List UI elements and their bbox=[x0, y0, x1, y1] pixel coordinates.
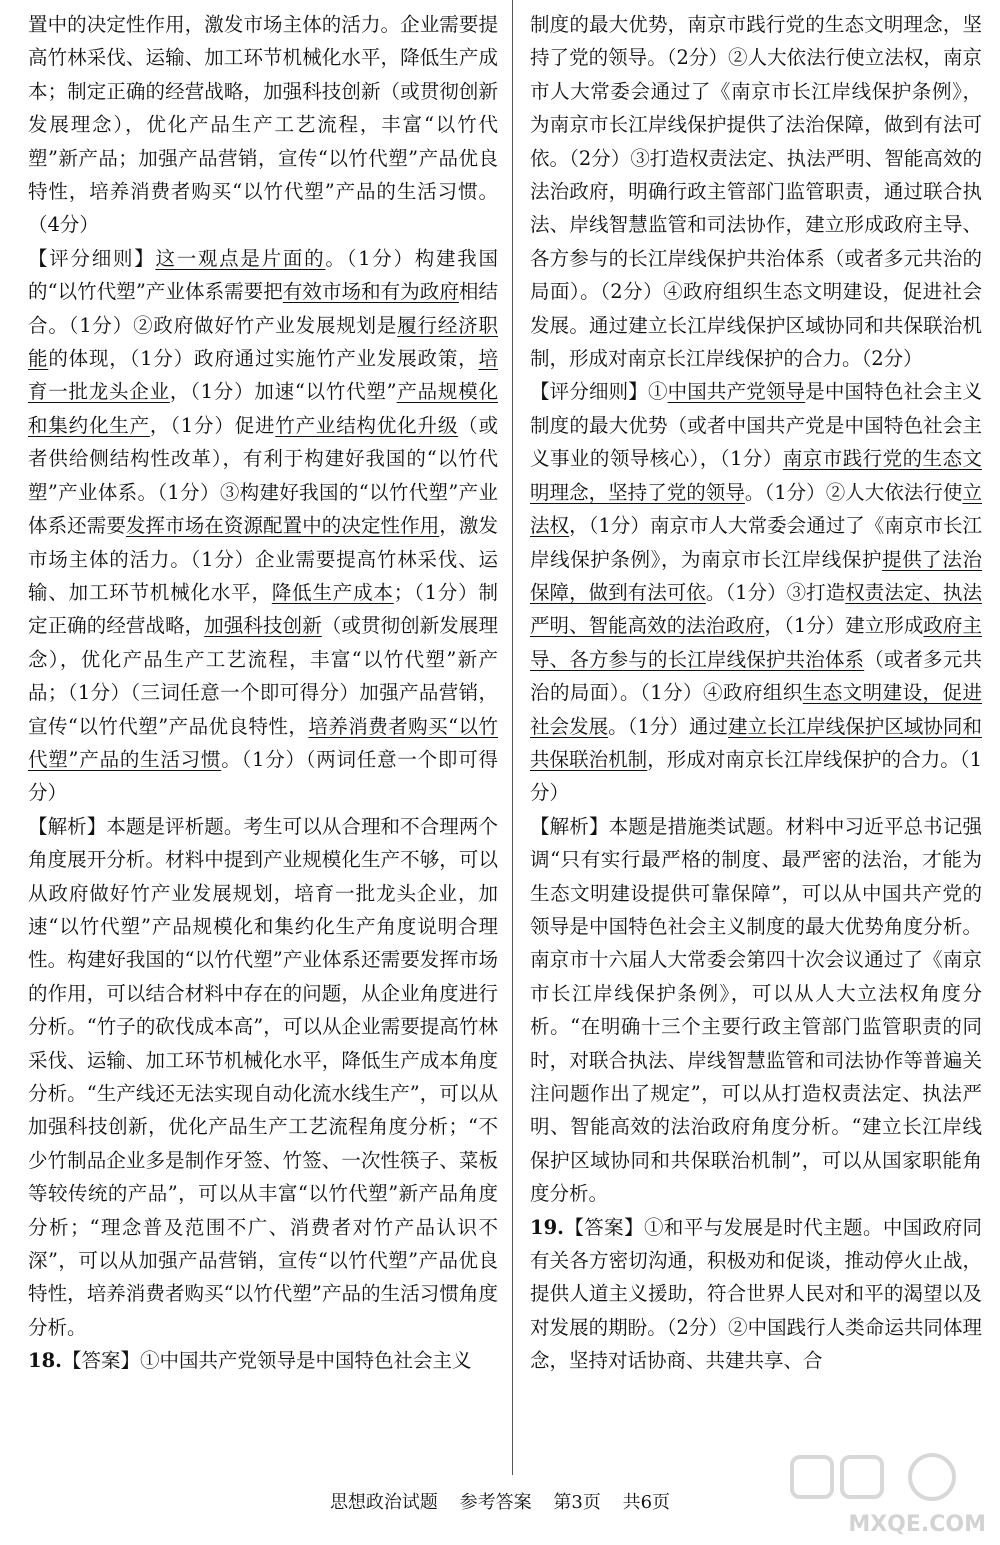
footer-page-number: 第3页 bbox=[553, 1492, 601, 1513]
footer-subject: 思想政治试题 bbox=[329, 1492, 438, 1513]
q17-answer-continuation: 置中的决定性作用，激发市场主体的活力。企业需要提高竹林采伐、运输、加工环节机械化水平，降低生产成本；制定正确的经营战略，加强科技创新（或贯彻创新发展理念），优化产品生产工艺流程，丰富“以竹代塑”新产品；加强产品营销，宣传“以竹代塑”产品优良特性，培养消费者购买“以竹代塑”产品的生活习惯。（4分） bbox=[28, 13, 498, 237]
rule-text: 。（1分）（两词任意一个即可得分） bbox=[28, 747, 498, 805]
q18-scoring-rules bbox=[530, 375, 982, 809]
q18-analysis: 【解析】本题是措施类试题。材料中习近平总书记强调“只有实行最严格的制度、最严密的法治，才能为生态文明建设提供可靠保障”，可以从中国共产党的领导是中国特色社会主义制度的最大优势角度分析。南京市十六届人大常委会第四十次会议通过了《南京市长江岸线保护条例》，可以从人大立法权角度分析。“在明确十三个主要行政主管部门监管职责的同时，对联合执法、岸线智慧监管和司法协作等普遍关注问题作出了规定”，可以从打造权责法定、执法严明、智能高效的法治政府角度分析。“建立长江岸线保护区域协同和共保联治机制”，可以从国家职能角度分析。 bbox=[530, 814, 982, 1206]
question-number: 19. bbox=[530, 1215, 564, 1239]
rule-text: ，（1分）加速“以竹代塑” bbox=[169, 380, 397, 404]
key-phrase: 降低生产成本 bbox=[271, 580, 394, 604]
watermark-logo bbox=[782, 1449, 992, 1539]
rule-text: ，（1分）建立形成 bbox=[764, 614, 924, 638]
footer-total-pages: 共6页 bbox=[622, 1492, 671, 1513]
watermark-text: MXQE.COM bbox=[848, 1512, 986, 1537]
rule-text: 相结合。（1分）②政府做好竹产业发展规划是 bbox=[28, 280, 498, 337]
answer-text: 【答案】①和平与发展是时代主题。中国政府同有关各方密切沟通，积极劝和促谈，推动停火止战，提供人道主义援助，符合世界人民对和平的渴望以及对发展的期盼。（2分）②中国践行人类命运共同体理念，坚持对话协商、共建共享、合 bbox=[530, 1215, 982, 1373]
rule-text: ，形成对南京长江岸线保护的合力。（1分） bbox=[530, 747, 982, 805]
q19-answer bbox=[530, 1211, 982, 1378]
key-phrase: 生态文明建设，促进社会发展 bbox=[530, 681, 982, 738]
rule-text: ，（1分）南京市人大常委会通过了《南京市长江岸线保护条例》，为南京市长江岸线保护 bbox=[530, 514, 982, 571]
rule-text: 。（1分）通过 bbox=[608, 714, 729, 738]
left-column bbox=[28, 8, 498, 1378]
key-phrase: 加强科技创新 bbox=[204, 614, 322, 638]
rule-text: ，（1分）促进 bbox=[149, 413, 276, 437]
key-phrase: 竹产业结构优化升级 bbox=[275, 413, 459, 437]
key-phrase: 提供了法治保障，做到有法可依 bbox=[530, 547, 982, 604]
rule-text: ，激发市场主体的活力。（1分）企业需要提高竹林采伐、运输、加工环节机械化水平， bbox=[28, 514, 498, 604]
key-phrase: 建立长江岸线保护区域协同和共保联治机制 bbox=[530, 714, 982, 771]
key-phrase: 履行经济职能 bbox=[28, 313, 498, 371]
key-phrase: 南京市践行党的生态文明理念，坚持了党的领导 bbox=[530, 447, 982, 504]
rule-text: 是中国特色社会主义制度的最大优势（或者中国共产党是中国特色社会主义事业的领导核心），（1分） bbox=[530, 380, 982, 471]
watermark-icon bbox=[782, 1449, 992, 1509]
scoring-rules-label: 【评分细则】① bbox=[530, 380, 668, 404]
q17-analysis: 【解析】本题是评析题。考生可以从合理和不合理两个角度展开分析。材料中提到产业规模化生产不够，可以从政府做好竹产业发展规划，培育一批龙头企业，加速“以竹代塑”产品规模化和集约化生产角度说明合理性。构建好我国的“以竹代塑”产业体系还需要发挥市场的作用，可以结合材料中存在的问题，从企业角度进行分析。“竹子的砍伐成本高”，可以从企业需要提高竹林采伐、运输、加工环节机械化水平，降低生产成本角度分析。“生产线还无法实现自动化流水线生产”，可以从加强科技创新，优化产品生产工艺流程角度分析；“不少竹制品企业多是制作牙签、竹签、一次性筷子、菜板等较传统的产品”，可以从丰富“以竹代塑”新产品角度分析；“理念普及范围不广、消费者对竹产品认识不深”，可以从加强产品营销，宣传“以竹代塑”产品优良特性，培养消费者购买“以竹代塑”产品的生活习惯角度分析。 bbox=[28, 814, 498, 1339]
key-phrase: 有效市场和有为政府 bbox=[282, 280, 459, 304]
key-phrase: 政府主导、各方参与的长江岸线保护共治体系 bbox=[530, 614, 982, 671]
key-phrase: 产品规模化和集约化生产 bbox=[28, 380, 498, 437]
column-divider bbox=[512, 0, 513, 1475]
question-number: 18. bbox=[28, 1349, 62, 1373]
key-phrase: 培育一批龙头企业 bbox=[28, 347, 498, 404]
footer-answer-label: 参考答案 bbox=[459, 1492, 532, 1513]
key-phrase: 培养消费者购买“以竹代塑”产品的生活习惯 bbox=[28, 714, 498, 771]
rule-text: 。（1分）③打造 bbox=[705, 580, 846, 604]
answer-text: 【答案】①中国共产党领导是中国特色社会主义 bbox=[61, 1349, 472, 1373]
right-column bbox=[530, 8, 982, 1378]
rule-text: 。（1分）构建我国的“以竹代塑”产业体系需要把 bbox=[28, 246, 498, 304]
q18-answer bbox=[28, 1344, 498, 1377]
rule-text: 。（1分）②人大依法行使 bbox=[744, 480, 963, 504]
key-phrase: 发挥市场在资源配置中的决定性作用 bbox=[125, 514, 440, 538]
rule-text: ；（1分）制定正确的经营战略， bbox=[28, 580, 498, 638]
rule-text: （或者多元共治的局面）。（1分）④政府组织 bbox=[530, 647, 982, 705]
q17-scoring-rules bbox=[28, 242, 498, 810]
scoring-rules-label: 【评分细则】 bbox=[28, 246, 156, 270]
key-phrase: 中国共产党领导 bbox=[667, 380, 806, 404]
q18-answer-continuation: 制度的最大优势，南京市践行党的生态文明理念，坚持了党的领导。（2分）②人大依法行使立法权，南京市人大常委会通过了《南京市长江岸线保护条例》，为南京市长江岸线保护提供了法治保障，做到有法可依。（2分）③打造权责法定、执法严明、智能高效的法治政府，明确行政主管部门监管职责，通过联合执法、岸线智慧监管和司法协作，建立形成政府主导、各方参与的长江岸线保护共治体系（或者多元共治的局面）。（2分）④政府组织生态文明建设，促进社会发展。通过建立长江岸线保护区域协同和共保联治机制，形成对南京长江岸线保护的合力。（2分） bbox=[530, 13, 982, 371]
rule-text: 的体现，（1分）政府通过实施竹产业发展政策， bbox=[48, 347, 479, 371]
key-phrase: 立法权 bbox=[530, 480, 982, 538]
key-phrase: 权责法定、执法严明、智能高效的法治政府 bbox=[530, 580, 982, 638]
rule-text: （或者供给侧结构性改革），有利于构建好我国的“以竹代塑”产业体系。（1分）③构建好我国的“以竹代塑”产业体系还需要 bbox=[28, 413, 498, 538]
key-phrase: 这一观点是片面的 bbox=[155, 246, 326, 270]
rule-text: （或贯彻创新发展理念），优化产品生产工艺流程，丰富“以竹代塑”新产品；（1分）（三词任意一个即可得分）加强产品营销，宣传“以竹代塑”产品优良特性， bbox=[28, 614, 498, 738]
